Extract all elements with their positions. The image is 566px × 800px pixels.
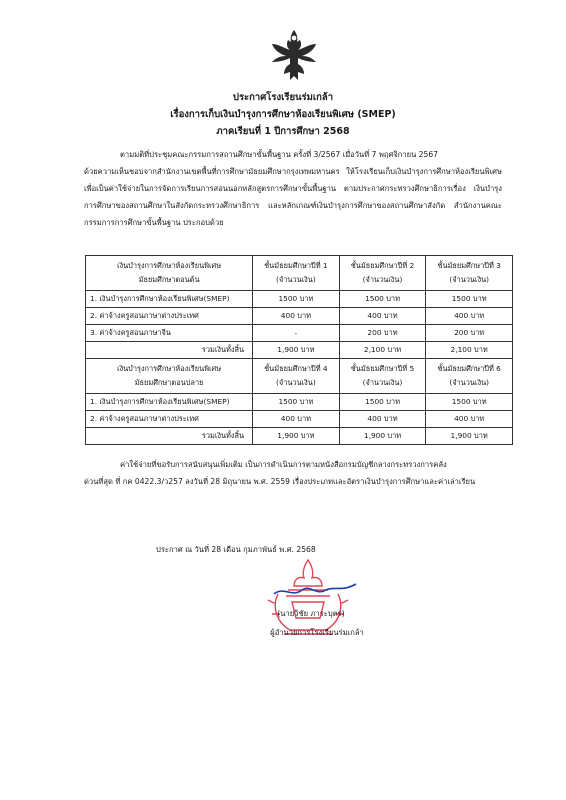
grade-label: ชั้นมัธยมศึกษาปีที่ 4 (264, 364, 328, 373)
signer-position: ผู้อำนวยการโรงเรียนร่มเกล้า (270, 628, 364, 637)
fee-amount: 400 บาท (253, 411, 340, 428)
semester-line: ภาคเรียนที่ 1 ปีการศึกษา 2568 (216, 126, 350, 137)
total-amount: 2,100 บาท (339, 342, 426, 359)
table-row (86, 308, 513, 325)
fee-amount: 1500 บาท (253, 394, 340, 411)
grade-label: ชั้นมัธยมศึกษาปีที่ 6 (437, 364, 501, 373)
total-amount: 2,100 บาท (426, 342, 513, 359)
intro-paragraph (84, 146, 502, 231)
fee-amount: 400 บาท (339, 308, 426, 325)
fee-amount: 400 บาท (426, 308, 513, 325)
table-row (86, 291, 513, 308)
table-header-row (86, 359, 513, 394)
fee-item-label: 2. ค่าจ้างครูสอนภาษาต่างประเทศ (86, 411, 253, 428)
fee-item-label: 3. ค่าจ้างครูสอนภาษาจีน (86, 325, 253, 342)
intro-body: ด้วยความเห็นชอบจากสำนักงานเขตพื้นที่การศึกษามัธยมศึกษากรุงเทพมหานคร ให้โรงเรียนเก็บเงินบำรุงการศึกษาห้องเรียนพิเศษเพื่อเป็นค่าใช้จ่ายในการจัดการเรียนการสอนนอกหลักสูตรการศึกษาขั้นพื้นฐาน ตามประกาศกระทรวงศึกษาธิการเรื่อง เงินบำรุงการศึกษาของสถานศึกษาในสังกัดกระทรวงศึกษาธิการ และหลักเกณฑ์เงินบำรุงการศึกษาของสถานศึกษาสังกัด สำนักงานคณะกรรมการการศึกษาขั้นพื้นฐาน ประกอบด้วย (84, 167, 502, 227)
grade-label: ชั้นมัธยมศึกษาปีที่ 2 (350, 261, 415, 270)
fee-amount: 1500 บาท (426, 394, 513, 411)
fee-amount: 1500 บาท (339, 394, 426, 411)
table-header-grade (339, 256, 426, 291)
header-label-line1: เงินบำรุงการศึกษาห้องเรียนพิเศษ (116, 261, 222, 270)
total-amount: 1,900 บาท (426, 428, 513, 445)
fee-amount: - (253, 325, 340, 342)
fee-item-label: 1. เงินบำรุงการศึกษาห้องเรียนพิเศษ(SMEP) (86, 394, 253, 411)
header-label-line1: เงินบำรุงการศึกษาห้องเรียนพิเศษ (116, 364, 222, 373)
unit-label: (จำนวนเงิน) (449, 378, 490, 387)
table-total-row (86, 428, 513, 445)
table-header-row (86, 256, 513, 291)
total-amount: 1,900 บาท (339, 428, 426, 445)
table-header-grade (426, 359, 513, 394)
total-amount: 1,900 บาท (253, 342, 340, 359)
unit-label: (จำนวนเงิน) (362, 275, 403, 284)
header-label-line2: มัธยมศึกษาตอนปลาย (134, 378, 204, 387)
unit-label: (จำนวนเงิน) (276, 275, 316, 284)
fee-item-label: 1. เงินบำรุงการศึกษาห้องเรียนพิเศษ(SMEP) (86, 291, 253, 308)
announcement-title: ประกาศโรงเรียนร่มเกล้า (232, 92, 334, 103)
table-header-label (86, 359, 253, 394)
table-total-row (86, 342, 513, 359)
table-row (86, 394, 513, 411)
grade-label: ชั้นมัธยมศึกษาปีที่ 3 (437, 261, 501, 270)
fee-amount: 200 บาท (426, 325, 513, 342)
table-header-grade (253, 256, 340, 291)
announcement-date: ประกาศ ณ วันที่ 28 เดือน กุมภาพันธ์ พ.ศ. 2568 (156, 545, 316, 554)
announcement-subject: เรื่องการเก็บเงินบำรุงการศึกษาห้องเรียนพิเศษ (SMEP) (170, 109, 396, 120)
signature-icon (270, 580, 360, 600)
upper-secondary-fee-table (85, 358, 513, 445)
signer-name: (นายวิชัย ภาระบุตร) (277, 609, 345, 618)
fee-amount: 1500 บาท (253, 291, 340, 308)
table-header-label (86, 256, 253, 291)
intro-first-line: ตามมติที่ประชุมคณะกรรมการสถานศึกษาขั้นพื้นฐาน ครั้งที่ 3/2567 เมื่อวันที่ 7 พฤศจิกายน 2567 (120, 150, 439, 159)
table-row (86, 411, 513, 428)
total-label: รวมเงินทั้งสิ้น (86, 342, 253, 359)
table-header-grade (253, 359, 340, 394)
closing-first-line: ค่าใช้จ่ายที่ขอรับการสนับสนุนเพิ่มเติม เป็นการดำเนินการตามหนังสือกรมบัญชีกลางกระทรวงการคลัง (120, 460, 447, 469)
total-amount: 1,900 บาท (253, 428, 340, 445)
fee-amount: 1500 บาท (426, 291, 513, 308)
unit-label: (จำนวนเงิน) (362, 378, 403, 387)
fee-amount: 1500 บาท (339, 291, 426, 308)
fee-amount: 400 บาท (426, 411, 513, 428)
header-label-line2: มัธยมศึกษาตอนต้น (138, 275, 200, 284)
table-header-grade (339, 359, 426, 394)
closing-body: ด่วนที่สุด ที่ กค 0422.3/ว257 ลงวันที่ 28 มิถุนายน พ.ศ. 2559 เรื่องประเภทและอัตราเงินบำรุงการศึกษาและค่าเล่าเรียน (84, 477, 476, 486)
fee-amount: 200 บาท (339, 325, 426, 342)
unit-label: (จำนวนเงิน) (276, 378, 316, 387)
unit-label: (จำนวนเงิน) (449, 275, 490, 284)
fee-amount: 400 บาท (339, 411, 426, 428)
total-label: รวมเงินทั้งสิ้น (86, 428, 253, 445)
table-header-grade (426, 256, 513, 291)
closing-paragraph (84, 456, 502, 490)
garuda-emblem-icon (266, 26, 322, 84)
fee-amount: 400 บาท (253, 308, 340, 325)
table-row (86, 325, 513, 342)
grade-label: ชั้นมัธยมศึกษาปีที่ 5 (350, 364, 415, 373)
lower-secondary-fee-table (85, 255, 513, 359)
fee-item-label: 2. ค่าจ้างครูสอนภาษาต่างประเทศ (86, 308, 253, 325)
grade-label: ชั้นมัธยมศึกษาปีที่ 1 (264, 261, 328, 270)
